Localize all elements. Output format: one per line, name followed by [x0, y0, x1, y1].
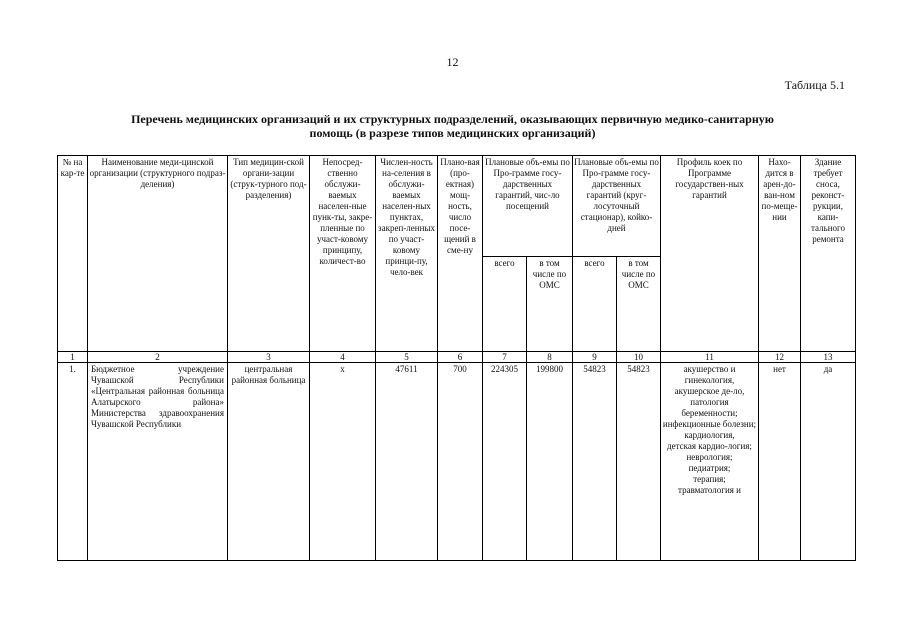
- organization-type: центральная районная больница: [228, 363, 310, 561]
- header-col-13: Здание требует сноса, реконст-рукции, капи-тального ремонта: [801, 156, 856, 352]
- column-number: 10: [617, 352, 661, 363]
- table-row: [58, 363, 856, 561]
- column-number: 6: [438, 352, 483, 363]
- header-visits-total: всего: [483, 257, 527, 352]
- column-number: 12: [759, 352, 801, 363]
- header-col-9-10: Плановые объ-емы по Про-грамме госу-дарственных гарантий (круг-лосуточный стационар), койко-дней: [573, 156, 661, 257]
- column-number: 13: [801, 352, 856, 363]
- visits-oms: 199800: [527, 363, 573, 561]
- column-number: 3: [228, 352, 310, 363]
- header-col-5: Числен-ность на-селения в обслужи-ваемых населен-ных пунктах, закреп-ленных по участ-ковому принци-пу, чело-век: [376, 156, 438, 352]
- column-number: 11: [661, 352, 759, 363]
- visits-total: 224305: [483, 363, 527, 561]
- column-numbers-row: [58, 352, 856, 363]
- header-col-4: Непосред-ственно обслужи-ваемых населен-ные пунк-ты, закре-пленные по участ-ковому принципу, количест-во: [310, 156, 376, 352]
- header-col-7-8: Плановые объ-емы по Про-грамме госу-дарственных гарантий, чис-ло посещений: [483, 156, 573, 257]
- column-number: 9: [573, 352, 617, 363]
- header-col-2: Наименование меди-цинской организации (структурного подраз-деления): [88, 156, 228, 352]
- header-row: [58, 156, 856, 257]
- column-number: 1: [58, 352, 88, 363]
- page-number: 12: [446, 55, 459, 69]
- header-beddays-oms: в том числе по ОМС: [617, 257, 661, 352]
- bed-profile-text: акушерство и гинекология, акушерское де-ло, патология беременности; инфекционные болезни; кардиология, детская кардио-логия; неврология; педиатрия; терапия; травматология и: [662, 364, 757, 495]
- document-title: Перечень медицинских организаций и их структурных подразделений, оказывающих первичную медико-санитарную помощь (в разрезе типов медицинских организаций): [131, 112, 774, 140]
- capacity: 700: [438, 363, 483, 561]
- row-number: 1.: [58, 363, 88, 561]
- column-number: 2: [88, 352, 228, 363]
- organization-name: Бюджетное учреждение Чувашской Республики «Центральная районная больница Алатырского района» Министерства здравоохранения Чувашской Республики: [88, 363, 228, 561]
- column-number: 7: [483, 352, 527, 363]
- population: 47611: [376, 363, 438, 561]
- table-label: Таблица 5.1: [784, 78, 845, 92]
- organizations-table: [57, 155, 856, 561]
- column-number: 5: [376, 352, 438, 363]
- header-col-1: № на кар-те: [58, 156, 88, 352]
- header-col-11: Профиль коек по Программе государствен-ных гарантий: [661, 156, 759, 352]
- beddays-oms: 54823: [617, 363, 661, 561]
- column-number: 8: [527, 352, 573, 363]
- header-col-6: Плано-вая (про-ектная) мощ-ность, число посе-щений в сме-ну: [438, 156, 483, 352]
- column-number: 4: [310, 352, 376, 363]
- header-visits-oms: в том числе по ОМС: [527, 257, 573, 352]
- rented-premises: нет: [759, 363, 801, 561]
- header-col-3: Тип медицин-ской органи-зации (струк-турного под-разделения): [228, 156, 310, 352]
- beddays-total: 54823: [573, 363, 617, 561]
- needs-repair: да: [801, 363, 856, 561]
- header-beddays-total: всего: [573, 257, 617, 352]
- settlements-count: х: [310, 363, 376, 561]
- bed-profile: [661, 363, 759, 561]
- header-col-12: Нахо-дится в арен-до-ван-ном по-меще-нии: [759, 156, 801, 352]
